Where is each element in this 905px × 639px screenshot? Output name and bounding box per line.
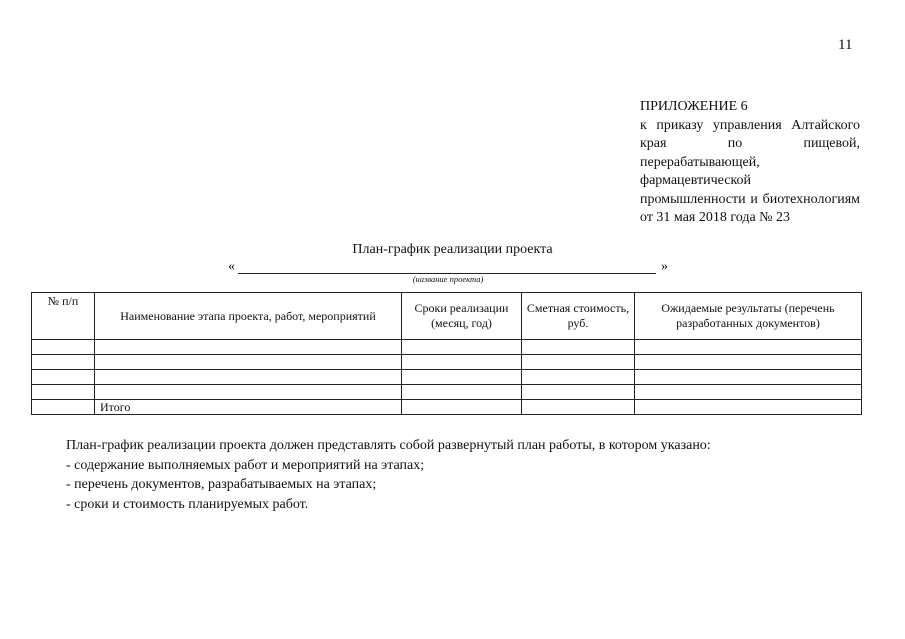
header-results: Ожидаемые результаты (перечень разработанных документов)	[635, 293, 862, 340]
table-cell	[402, 400, 522, 415]
body-item: - содержание выполняемых работ и мероприятий на этапах;	[66, 457, 425, 473]
table-cell	[522, 385, 635, 400]
appendix-title: ПРИЛОЖЕНИЕ 6	[640, 99, 748, 114]
table-cell	[95, 355, 402, 370]
header-cost: Сметная стоимость, руб.	[522, 293, 635, 340]
table-cell	[522, 370, 635, 385]
quote-close: »	[661, 259, 668, 274]
table-cell	[635, 400, 862, 415]
table-cell	[402, 370, 522, 385]
total-label: Итого	[95, 400, 402, 415]
table-cell	[32, 340, 95, 355]
page-number: 11	[838, 37, 853, 53]
table-cell	[402, 385, 522, 400]
table-cell	[635, 340, 862, 355]
table-cell	[32, 355, 95, 370]
table-row	[32, 385, 862, 400]
table-cell	[95, 340, 402, 355]
table-cell	[32, 385, 95, 400]
table-cell	[402, 355, 522, 370]
table-cell	[635, 355, 862, 370]
body-item: - сроки и стоимость планируемых работ.	[66, 496, 309, 512]
table-cell	[522, 340, 635, 355]
plan-title: План-график реализации проекта	[352, 242, 553, 257]
schedule-table	[31, 292, 862, 415]
header-stage-name: Наименование этапа проекта, работ, мероприятий	[95, 293, 402, 340]
table-total-row	[32, 400, 862, 415]
table-row	[32, 355, 862, 370]
table-cell	[95, 370, 402, 385]
table-row	[32, 340, 862, 355]
table-row	[32, 370, 862, 385]
project-name-line	[228, 258, 668, 286]
header-number: № п/п	[32, 293, 95, 340]
project-name-caption: (название проекта)	[412, 274, 484, 284]
table-cell	[635, 385, 862, 400]
header-timeline: Сроки реализации (месяц, год)	[402, 293, 522, 340]
table-cell	[522, 355, 635, 370]
table-cell	[522, 400, 635, 415]
appendix-text: к приказу управления Алтайского края по пищевой, перерабатывающей, фармацевтической промышленности и биотехнологиям от 31 мая 2018 года № 23	[640, 117, 860, 225]
table-cell	[95, 385, 402, 400]
body-item: - перечень документов, разрабатываемых на этапах;	[66, 477, 377, 492]
body-intro: План-график реализации проекта должен представлять собой развернутый план работы, в котором указано:	[66, 438, 711, 453]
body-text	[66, 436, 846, 514]
table-cell	[32, 400, 95, 415]
table-cell	[635, 370, 862, 385]
table-cell	[32, 370, 95, 385]
appendix-block	[640, 98, 860, 228]
table-header-row	[32, 293, 862, 340]
quote-open: «	[228, 259, 235, 274]
table-cell	[402, 340, 522, 355]
